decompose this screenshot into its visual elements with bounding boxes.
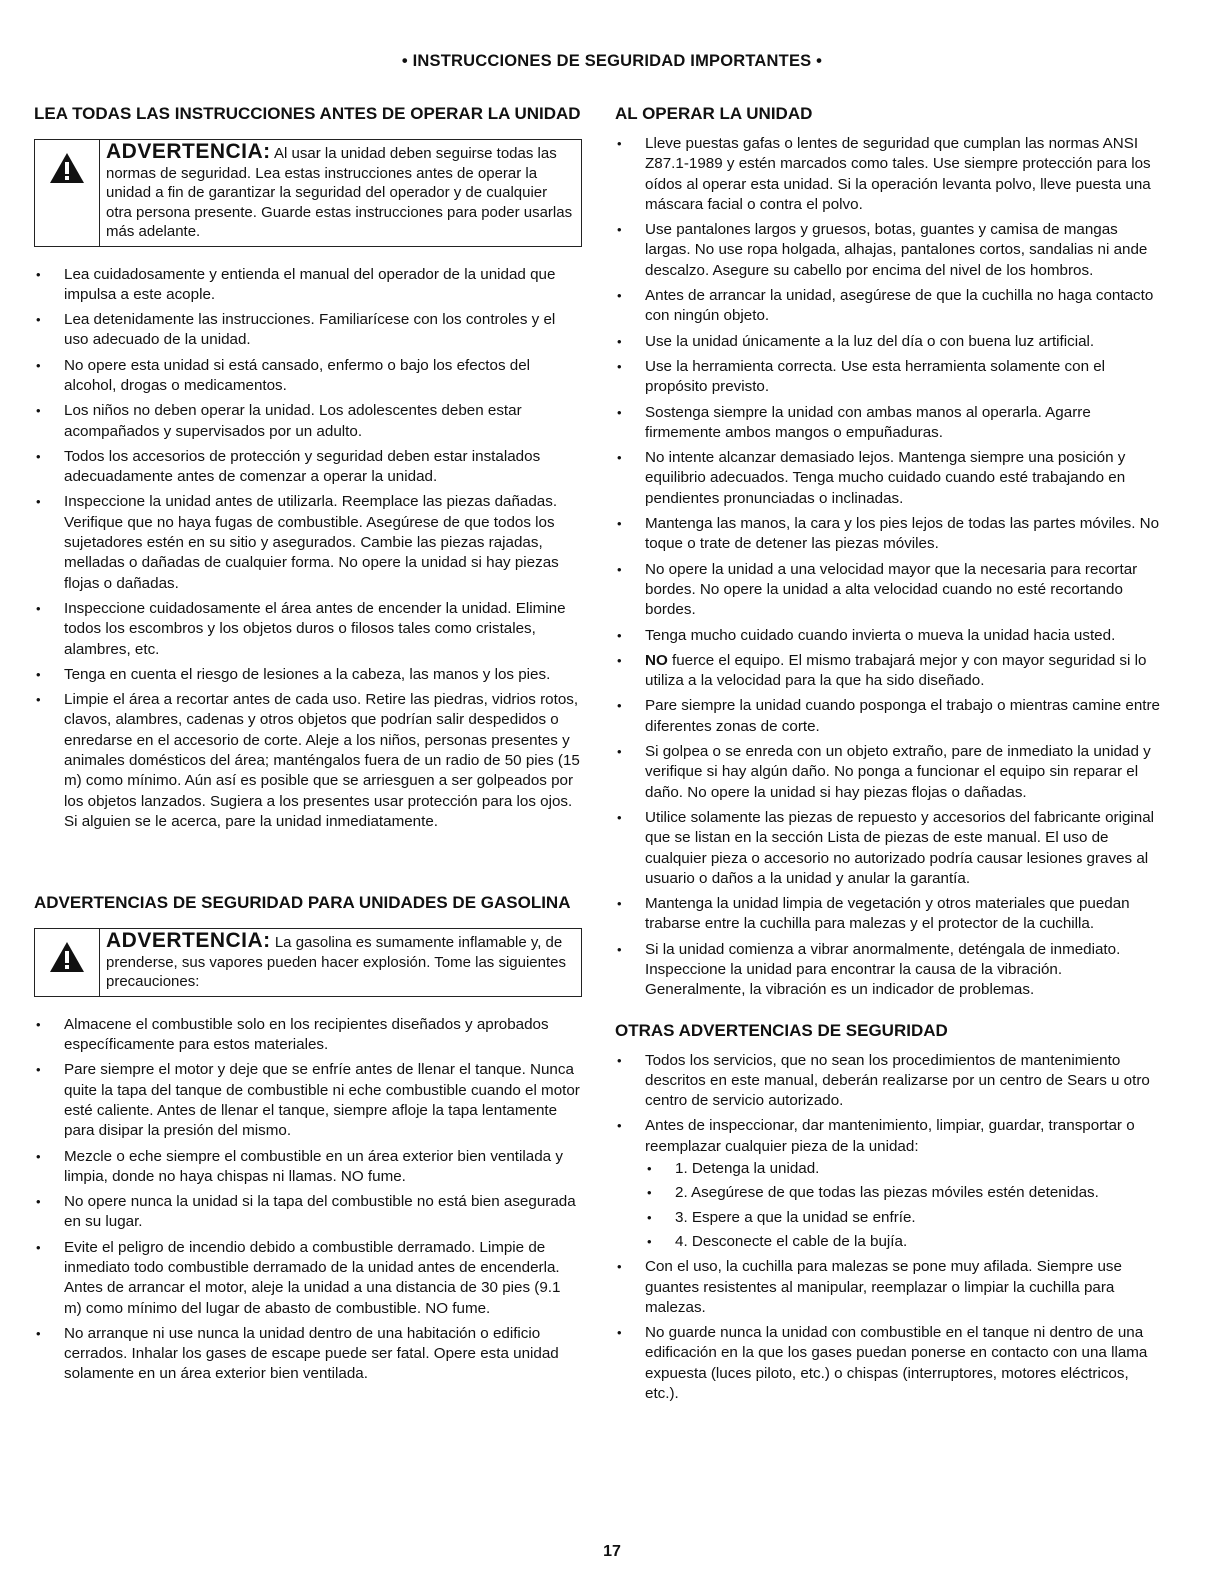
list-item: • No guarde nunca la unidad con combustible en el tanque ni dentro de una edificación en la que los gases puedan ponerse en contacto con una llama expuesta (luces piloto, etc.) o chispas (interruptores, motores eléctricos, etc.). [615,1323,1163,1404]
list-item: • Lea cuidadosamente y entienda el manual del operador de la unidad que impulsa a este acople. [34,265,582,306]
warning-body: La gasolina es sumamente inflamable y, de prenderse, sus vapores pueden hacer explosión. Tome las siguientes precauciones: [106,934,567,991]
bullet-list [34,265,582,833]
step-item: • 2. Asegúrese de que todas las piezas móviles estén detenidas. [645,1183,1163,1203]
list-item [615,1116,1163,1252]
section-heading-read-instructions: LEA TODAS LAS INSTRUCCIONES ANTES DE OPERAR LA UNIDAD [34,104,581,123]
list-item: • Almacene el combustible solo en los recipientes diseñados y aprobados específicamente para estos materiales. [34,1015,582,1056]
step-item: • 1. Detenga la unidad. [645,1159,1163,1179]
list-item: • Con el uso, la cuchilla para malezas se pone muy afilada. Siempre use guantes resistentes al manipular, reemplazar o limpiar la cuchilla para malezas. [615,1257,1163,1318]
right-column [615,103,1163,1409]
steps-list [645,1159,1163,1252]
list-item: • Mantenga la unidad limpia de vegetación y otros materiales que puedan trabarse entre la cuchilla para malezas y el protector de la cuchilla. [615,894,1163,935]
list-item: • No opere nunca la unidad si la tapa del combustible no está bien asegurada en su lugar. [34,1192,582,1233]
list-item: • Use pantalones largos y gruesos, botas, guantes y camisa de mangas largas. No use ropa holgada, alhajas, pantalones cortos, sandalias ni ande descalzo. Asegure su cabello por encima del nivel de los hombros. [615,220,1163,281]
no-emphasis: NO [645,651,668,669]
list-item: • Lea detenidamente las instrucciones. Familiarícese con los controles y el uso adecuado de la unidad. [34,310,582,351]
section-heading-gasoline: ADVERTENCIAS DE SEGURIDAD PARA UNIDADES DE GASOLINA [34,893,571,913]
list-item: • Lleve puestas gafas o lentes de seguridad que cumplan las normas ANSI Z87.1-1989 y estén marcados como tales. Use siempre protección para los oídos al operar esta unidad. Si la operación levanta polvo, lleve puesta una máscara facial o contra el polvo. [615,134,1163,215]
list-item: • Todos los accesorios de protección y seguridad deben estar instalados adecuadamente antes de comenzar a operar la unidad. [34,447,582,488]
warning-text [100,140,581,246]
list-item: • Antes de arrancar la unidad, asegúrese de que la cuchilla no haga contacto con ningún objeto. [615,286,1163,327]
step-item: • 4. Desconecte el cable de la bujía. [645,1232,1163,1252]
list-item: • No opere esta unidad si está cansado, enfermo o bajo los efectos del alcohol, drogas o medicamentos. [34,356,582,397]
list-item: • Use la herramienta correcta. Use esta herramienta solamente con el propósito previsto. [615,357,1163,398]
list-item: • Inspeccione cuidadosamente el área antes de encender la unidad. Elimine todos los escombros y los objetos duros o filosos tales como cristales, alambres, etc. [34,599,582,660]
warning-body: Al usar la unidad deben seguirse todas las normas de seguridad. Lea estas instrucciones antes de operar la unidad a fin de garantizar la seguridad del operador y de cualquier otra persona presente. Guarde estas instrucciones para poder usarlas más adelante. [106,145,573,240]
list-item: • Evite el peligro de incendio debido a combustible derramado. Limpie de inmediato todo combustible derramado de la unidad antes de encenderla. Antes de arrancar el motor, aleje la unidad a una distancia de 30 pies (9.1 m) como mínimo del lugar de abasto de combustible. NO fume. [34,1238,582,1319]
list-item [615,651,1163,692]
list-item: • Todos los servicios, que no sean los procedimientos de mantenimiento descritos en este manual, deberán realizarse por un centro de Sears u otro centro de servicio autorizado. [615,1051,1163,1112]
list-item: • Utilice solamente las piezas de repuesto y accesorios del fabricante original que se listan en la sección Lista de piezas de este manual. El uso de cualquier pieza o accesorio no autorizado podría causar lesiones graves al usuario o daños a la unidad y anular la garantía. [615,808,1163,889]
list-item: • Limpie el área a recortar antes de cada uso. Retire las piedras, vidrios rotos, clavos, alambres, cadenas y otros objetos que podrían salir despedidos o enredarse en el accesorio de corte. Aleje a los niños, personas presentes y animales domésticos del área; manténgalos fuera de un radio de 50 pies (15 m) como mínimo. Aún así es posible que se arriesguen a ser golpeados por los objetos lanzados. Sugiera a los presentes usar protección para los ojos. Si alguien se le acerca, pare la unidad inmediatamente. [34,690,582,832]
list-item: • Los niños no deben operar la unidad. Los adolescentes deben estar acompañados y supervisados por un adulto. [34,401,582,442]
bullet-list [615,134,1163,1001]
list-item: • Pare siempre el motor y deje que se enfríe antes de llenar el tanque. Nunca quite la tapa del tanque de combustible ni eche combustible cuando el motor esté caliente. Antes de llenar el tanque, siempre afloje la tapa lentamente para disipar la presión del mismo. [34,1060,582,1141]
warning-text [100,929,581,996]
list-item: • Tenga mucho cuidado cuando invierta o mueva la unidad hacia usted. [615,626,1163,646]
section-heading-operating: AL OPERAR LA UNIDAD [615,104,813,123]
section-heading-other-warnings: OTRAS ADVERTENCIAS DE SEGURIDAD [615,1020,948,1040]
list-item: • Tenga en cuenta el riesgo de lesiones a la cabeza, las manos y los pies. [34,665,582,685]
warning-box [34,139,582,247]
warning-title: ADVERTENCIA: [106,140,271,163]
page-header: • INSTRUCCIONES DE SEGURIDAD IMPORTANTES • [401,52,823,70]
bullet-list [34,1015,582,1385]
list-item: • No intente alcanzar demasiado lejos. Mantenga siempre una posición y equilibrio adecuados. Tenga mucho cuidado cuando esté trabajando en pendientes pronunciadas o inclinadas. [615,448,1163,509]
list-item: • Sostenga siempre la unidad con ambas manos al operarla. Agarre firmemente ambos mangos o empuñaduras. [615,403,1163,444]
list-item: • Inspeccione la unidad antes de utilizarla. Reemplace las piezas dañadas. Verifique que no haya fugas de combustible. Asegúrese de que todos los sujetadores estén en su sitio y asegurados. Cambie las piezas rajadas, melladas o dañadas de cualquier forma. No opere la unidad si hay piezas flojas o dañadas. [34,492,582,593]
warning-box [34,928,582,997]
list-item: • No arranque ni use nunca la unidad dentro de una habitación o edificio cerrados. Inhalar los gases de escape puede ser fatal. Opere esta unidad solamente en un área exterior bien ventilada. [34,1324,582,1385]
page-number: 17 [603,1543,621,1560]
list-item-text: Antes de inspeccionar, dar mantenimiento, limpiar, guardar, transportar o reemplazar cualquier pieza de la unidad: [645,1117,1135,1155]
list-item: • Mezcle o eche siempre el combustible en un área exterior bien ventilada y limpia, donde no haya chispas ni llamas. NO fume. [34,1147,582,1188]
warning-triangle-icon [49,941,85,973]
list-item: • Mantenga las manos, la cara y los pies lejos de todas las partes móviles. No toque o trate de detener las piezas móviles. [615,514,1163,555]
warning-icon-cell [35,929,100,996]
left-column [34,103,582,1390]
bullet-list [615,1051,1163,1405]
list-item: • Pare siempre la unidad cuando posponga el trabajo o mientras camine entre diferentes zonas de corte. [615,696,1163,737]
warning-icon-cell [35,140,100,246]
step-item: • 3. Espere a que la unidad se enfríe. [645,1208,1163,1228]
no-force-text: fuerce el equipo. El mismo trabajará mejor y con mayor seguridad si lo utiliza a la velocidad para la que ha sido diseñado. [645,651,1147,690]
warning-title: ADVERTENCIA: [106,929,271,953]
list-item: • Use la unidad únicamente a la luz del día o con buena luz artificial. [615,332,1163,352]
list-item: • No opere la unidad a una velocidad mayor que la necesaria para recortar bordes. No opere la unidad a alta velocidad cuando no esté recortando bordes. [615,560,1163,621]
warning-triangle-icon [49,152,85,184]
list-item: • Si golpea o se enreda con un objeto extraño, pare de inmediato la unidad y verifique si hay algún daño. No ponga a funcionar el equipo sin reparar el daño. No opere la unidad si hay piezas flojas o dañadas. [615,742,1163,803]
list-item: • Si la unidad comienza a vibrar anormalmente, deténgala de inmediato. Inspeccione la unidad para encontrar la causa de la vibración. Generalmente, la vibración es un indicador de problemas. [615,940,1163,1001]
